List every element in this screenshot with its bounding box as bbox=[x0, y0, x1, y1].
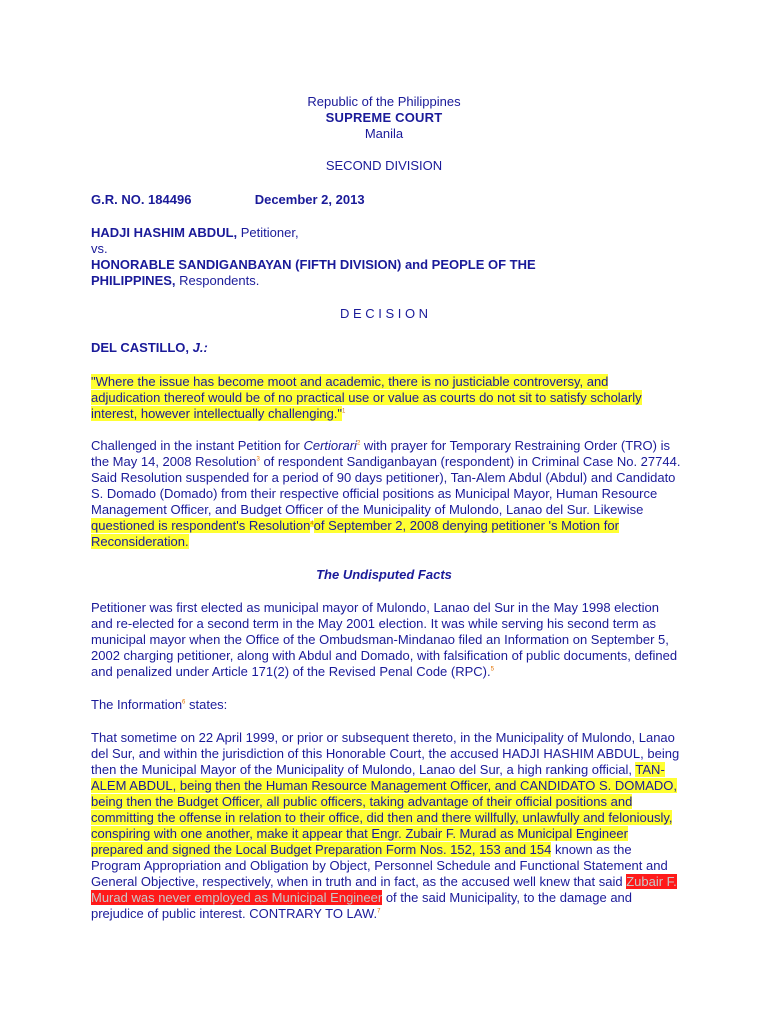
quote-text: "Where the issue has become moot and academic, there is no justiciable controversy, and adjudication thereof would be of no practical use or value as courts do not sit to satisfy scholarly interest, however intellectually challenging." bbox=[91, 374, 642, 421]
highlight-resolution: questioned is respondent's Resolution bbox=[91, 518, 311, 533]
gr-number: G.R. NO. 184496 bbox=[91, 192, 192, 207]
footnote-7[interactable]: 7 bbox=[377, 908, 381, 915]
court-name: SUPREME COURT bbox=[325, 110, 443, 125]
section-title: The Undisputed Facts bbox=[316, 567, 452, 582]
respondent-role: Respondents. bbox=[175, 273, 260, 288]
footnote-4[interactable]: 4 bbox=[310, 520, 314, 527]
paragraph-challenged: Challenged in the instant Petition for Certiorari$^2$ with prayer for Temporary Restraining Order (TRO) is the May 14, 2008 Resolution$^3$ of respondent Sandiganbayan (respondent) in Criminal Case No. 27744. Said Resolution suspended for a period of 90 days petitioner), Tan-Alem Abdul (Abdul) and Candidato S. Domado (Domado) from their respective official positions as Municipal Mayor, Human Resource Management Officer, and Budget Officer of the Municipality of Mulondo, Lanao del Sur. Likewise questioned is respondent's Resolution$^4$of September 2, 2008 denying petitioner 's Motion for Reconsideration. bbox=[91, 438, 681, 549]
respondent-name-line1: HONORABLE SANDIGANBAYAN (FIFTH DIVISION) and PEOPLE OF THE bbox=[91, 257, 536, 272]
ponente-title: J.: bbox=[188, 340, 208, 355]
footnote-2[interactable]: 2 bbox=[356, 440, 361, 447]
petitioner-role: Petitioner, bbox=[237, 225, 299, 240]
case-date: December 2, 2013 bbox=[254, 192, 365, 207]
paragraph-information-intro: The Information$^6$ states: bbox=[91, 697, 228, 712]
footnote-5[interactable]: 5 bbox=[490, 666, 494, 673]
opening-quote bbox=[91, 374, 681, 422]
petitioner-name: HADJI HASHIM ABDUL, bbox=[91, 225, 238, 240]
court-city: Manila bbox=[364, 126, 404, 141]
respondent-name-line2: PHILIPPINES, bbox=[91, 273, 176, 288]
ponente-name: DEL CASTILLO, bbox=[91, 340, 189, 355]
paragraph-information-text: That sometime on 22 April 1999, or prior or subsequent thereto, in the Municipality of Mulondo, Lanao del Sur, and within the jurisdiction of this Honorable Court, the accused HADJI HASHIM ABDUL, being then the Municipal Mayor of the Municipality of Mulondo, Lanao del Sur, a high ranking official, TAN-ALEM ABDUL, being then the Human Resource Management Officer, and CANDIDATO S. DOMADO, being then the Budget Officer, all public officers, taking advantage of their official positions and committing the offense in relation to their office, did then and there willfully, unlawfully and feloniously, conspiring with one another, make it appear that Engr. Zubair F. Murad as Municipal Engineer prepared and signed the Local Budget Preparation Form Nos. 152, 153 and 154 known as the Program Appropriation and Obligation by Object, Personnel Schedule and Functional Statement and General Objective, respectively, when in truth and in fact, as the accused well knew that said Zubair F. Murad was never employed as Municipal Engineer of the said Municipality, to the damage and prejudice of public interest. CONTRARY TO LAW.$^7$ bbox=[91, 730, 680, 921]
highlight-reconsideration: of September 2, 2008 denying petitioner 's Motion for Reconsideration. bbox=[91, 518, 619, 549]
footnote-3[interactable]: 3 bbox=[256, 456, 260, 463]
paragraph-facts: Petitioner was first elected as municipal mayor of Mulondo, Lanao del Sur in the May 1998 election and re-elected for a second term in the May 2001 election. It was while serving his second term as municipal mayor when the Office of the Ombudsman-Mindanao filed an Information on September 5, 2002 charging petitioner, along with Abdul and Domado, with falsification of public documents, defined and penalized under Article 171(2) of the Revised Penal Code (RPC).$^5$ bbox=[91, 600, 678, 679]
footnote-6[interactable]: 6 bbox=[182, 699, 186, 706]
republic-line: Republic of the Philippines bbox=[307, 94, 461, 109]
court-header bbox=[0, 94, 768, 142]
footnote-1[interactable]: 1 bbox=[342, 408, 346, 415]
certiorari-term: Certiorari bbox=[303, 438, 357, 453]
case-number-line bbox=[91, 192, 681, 208]
division-title: SECOND DIVISION bbox=[325, 158, 443, 173]
ponente bbox=[91, 340, 681, 356]
highlight-accused: TAN-ALEM ABDUL, being then the Human Resource Management Officer, and CANDIDATO S. DOMADO, being then the Budget Officer, all public officers, taking advantage of their official positions and committing the offense in relation to their office, did then and there willfully, unlawfully and feloniously, conspiring with one another, make it appear that Engr. Zubair F. Murad as Municipal Engineer prepared and signed the Local Budget Preparation Form Nos. 152, 153 and 154 bbox=[91, 762, 677, 857]
versus: vs. bbox=[91, 241, 108, 256]
highlight-never-employed: Zubair F. Murad was never employed as Municipal Engineer bbox=[91, 874, 677, 905]
case-parties bbox=[91, 225, 681, 289]
decision-title: D E C I S I O N bbox=[339, 306, 429, 321]
